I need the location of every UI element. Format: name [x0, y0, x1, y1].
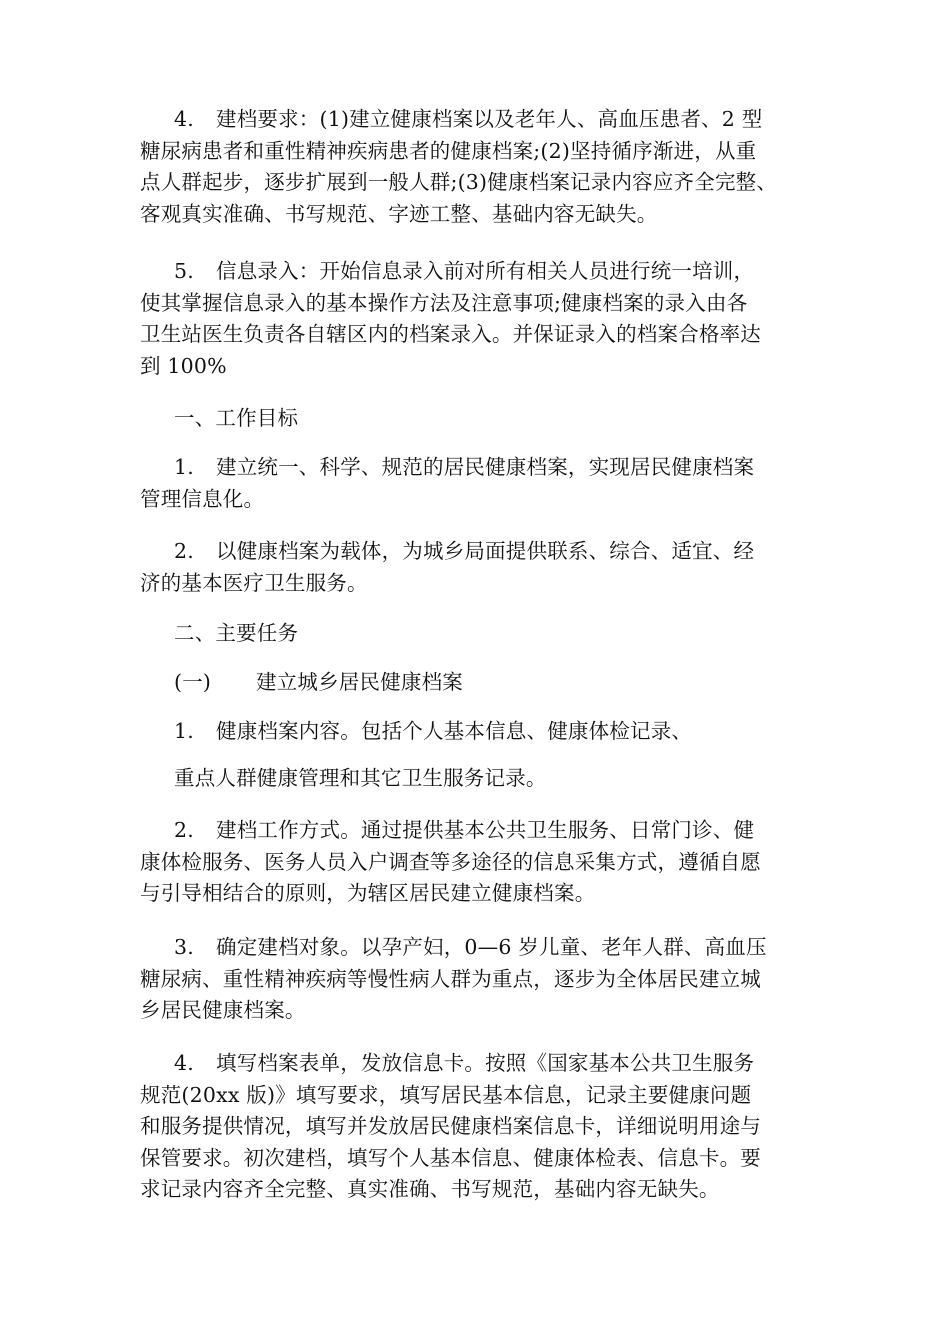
paragraph-line: 和服务提供情况，填写并发放居民健康档案信息卡，详细说明用途与 — [140, 1114, 761, 1138]
paragraph-line: 信息录入：开始信息录入前对所有相关人员进行统一培训， — [216, 259, 755, 283]
paragraph-line: 卫生站医生负责各自辖区内的档案录入。并保证录入的档案合格率达 — [140, 322, 761, 346]
item-number: 4. — [174, 1051, 194, 1075]
item-number: 5. — [174, 259, 194, 283]
paragraph-task-3 — [140, 932, 820, 1027]
paragraph-line: 管理信息化。 — [140, 486, 265, 511]
paragraph-line: 与引导相结合的原则，为辖区居民建立健康档案。 — [140, 881, 596, 905]
paragraph-task-4 — [140, 1048, 820, 1206]
section-heading-tasks — [140, 618, 820, 650]
subsection-heading-records — [140, 667, 820, 699]
item-number: 2. — [174, 818, 194, 842]
paragraph-line: 点人群起步，逐步扩展到一般人群;(3)健康档案记录内容应齐全完整、 — [140, 170, 778, 194]
item-number: 1. — [174, 719, 194, 743]
paragraph-task-1 — [140, 716, 820, 748]
paragraph-line: 保管要求。初次建档，填写个人基本信息、健康体检表、信息卡。要 — [140, 1145, 761, 1170]
paragraph-line: 糖尿病患者和重性精神疾病患者的健康档案;(2)坚持循序渐进，从重 — [140, 138, 757, 163]
paragraph-data-entry — [140, 256, 820, 382]
paragraph-line: 糖尿病、重性精神疾病等慢性病人群为重点，逐步为全体居民建立城 — [140, 966, 761, 991]
paragraph-line: 客观真实准确、书写规范、字迹工整、基础内容无缺失。 — [140, 201, 658, 226]
paragraph-line: 到 100% — [140, 353, 227, 378]
paragraph-line: 建档要求：(1)建立健康档案以及老年人、高血压患者、2 型 — [216, 107, 763, 131]
paragraph-line: 规范(20xx 版)》填写要求，填写居民基本信息，记录主要健康问题 — [140, 1082, 752, 1107]
item-number: 2. — [174, 539, 194, 563]
paragraph-line: 济的基本医疗卫生服务。 — [140, 570, 368, 595]
paragraph-line: 求记录内容齐全完整、真实准确、书写规范，基础内容无缺失。 — [140, 1177, 720, 1201]
section-heading-goals — [140, 403, 820, 435]
heading-text: 二、主要任务 — [174, 621, 299, 645]
paragraph-line: 康体检服务、医务人员入户调查等多途径的信息采集方式，遵循自愿 — [140, 849, 761, 874]
item-number: 4. — [174, 107, 194, 131]
paragraph-line: 以健康档案为载体，为城乡局面提供联系、综合、适宜、经 — [216, 539, 755, 563]
paragraph-line: 填写档案表单，发放信息卡。按照《国家基本公共卫生服务 — [216, 1051, 755, 1075]
paragraph-line: 建档工作方式。通过提供基本公共卫生服务、日常门诊、健 — [216, 818, 755, 842]
paragraph-line: 使其掌握信息录入的基本操作方法及注意事项;健康档案的录入由各 — [140, 290, 748, 315]
paragraph-line: 确定建档对象。以孕产妇，0—6 岁儿童、老年人群、高血压 — [216, 935, 767, 959]
subsection-number: (一) — [174, 670, 212, 694]
subsection-title: 建立城乡居民健康档案 — [256, 670, 463, 694]
heading-text: 一、工作目标 — [174, 406, 299, 430]
paragraph-line: 健康档案内容。包括个人基本信息、健康体检记录、 — [216, 719, 693, 743]
item-number: 1. — [174, 455, 194, 479]
paragraph-task-1-continued — [140, 763, 820, 795]
paragraph-requirements — [140, 104, 820, 230]
paragraph-goal-2 — [140, 536, 820, 599]
paragraph-task-2 — [140, 815, 820, 910]
paragraph-line: 建立统一、科学、规范的居民健康档案，实现居民健康档案 — [216, 455, 755, 479]
paragraph-line: 重点人群健康管理和其它卫生服务记录。 — [174, 766, 547, 790]
paragraph-line: 乡居民健康档案。 — [140, 998, 306, 1022]
paragraph-goal-1 — [140, 452, 820, 515]
item-number: 3. — [174, 935, 194, 959]
